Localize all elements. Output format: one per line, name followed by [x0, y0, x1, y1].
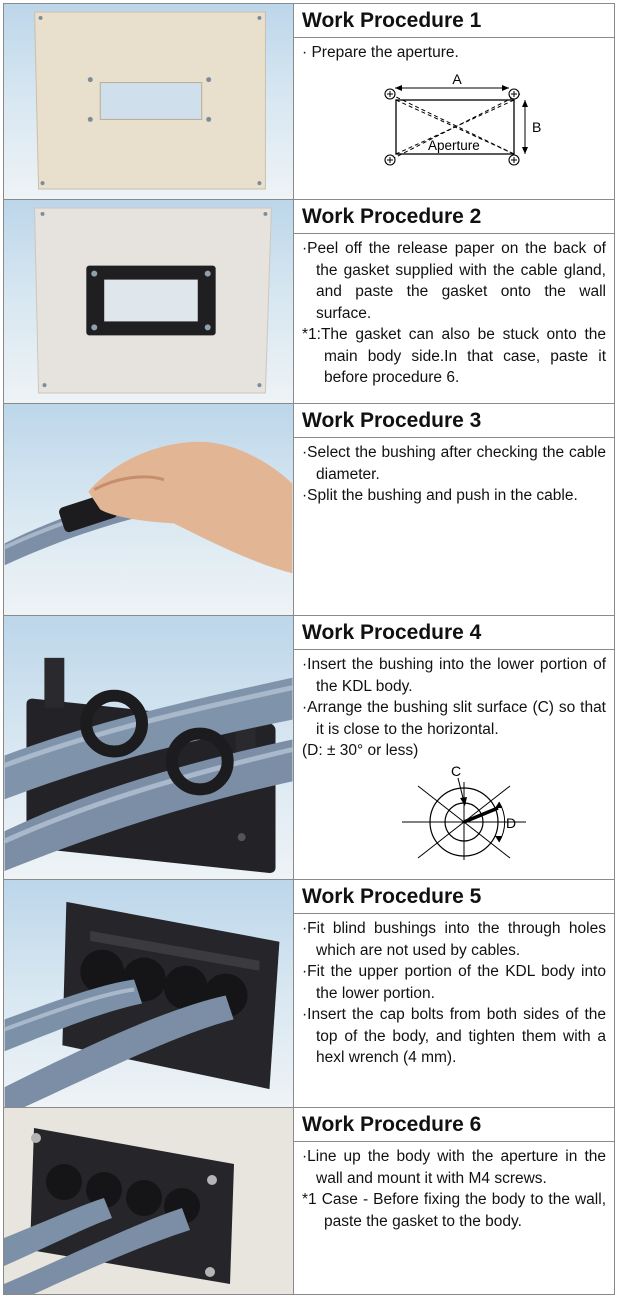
procedure-text: ·Fit blind bushings into the through holes which are not used by cables. [302, 920, 606, 959]
procedure-text: ·Line up the body with the aperture in the wall and mount it with M4 screws. [302, 1148, 606, 1187]
photo-assembled-body [4, 880, 294, 1107]
photo-mounted-body [4, 1108, 294, 1294]
procedure-title: Work Procedure 6 [294, 1108, 614, 1142]
procedure-text: ·Peel off the release paper on the back of the gasket supplied with the cable gland, and paste the gasket onto the wall surface. [302, 240, 606, 322]
panel-with-aperture-image [4, 4, 293, 199]
procedure-text: ·Split the bushing and push in the cable. [302, 487, 578, 504]
procedure-title: Work Procedure 5 [294, 880, 614, 914]
photo-aperture-panel [4, 4, 294, 199]
angle-label-d: D [506, 814, 517, 831]
procedure-title: Work Procedure 3 [294, 404, 614, 438]
photo-lower-body [4, 616, 294, 879]
procedure-row-4 [4, 616, 614, 880]
procedure-row-5 [4, 880, 614, 1108]
procedure-text: (D: ± 30° or less) [302, 742, 419, 759]
dimension-label-a: A [452, 70, 462, 87]
procedure-text: · Prepare the aperture. [302, 44, 459, 61]
procedure-row-2 [4, 200, 614, 404]
aperture-label: Aperture [428, 137, 480, 153]
aperture-dimension-diagram [294, 64, 614, 174]
procedure-row-1 [4, 4, 614, 200]
procedure-row-3 [4, 404, 614, 616]
photo-hand-bushing [4, 404, 294, 615]
procedure-text: ·Arrange the bushing slit surface (C) so that it is close to the horizontal. [302, 699, 606, 738]
procedure-title: Work Procedure 4 [294, 616, 614, 650]
panel-with-gasket-image [4, 200, 293, 403]
procedure-note: *1:The gasket can also be stuck onto the main body side.In that case, paste it before procedure 6. [302, 326, 606, 386]
procedure-text: ·Select the bushing after checking the cable diameter. [302, 444, 606, 483]
cables-in-lower-body-image [4, 616, 293, 879]
procedure-row-6 [4, 1108, 614, 1294]
bushing-slit-diagram [294, 762, 614, 862]
dimension-label-b: B [532, 118, 542, 135]
procedure-text: ·Fit the upper portion of the KDL body into the lower portion. [302, 963, 606, 1002]
procedure-note: *1 Case - Before fixing the body to the wall, paste the gasket to the body. [302, 1191, 606, 1230]
procedure-table [3, 3, 615, 1295]
procedure-title: Work Procedure 1 [294, 4, 614, 38]
slit-label-c: C [451, 762, 462, 779]
mounted-kdl-body-image [4, 1108, 293, 1294]
procedure-text: ·Insert the bushing into the lower portion of the KDL body. [302, 656, 606, 695]
hand-pushing-cable-image [4, 404, 293, 615]
procedure-text: ·Insert the cap bolts from both sides of the top of the body, and tighten them with a hexl wrench (4 mm). [302, 1006, 606, 1066]
photo-gasket-panel [4, 200, 294, 403]
assembled-kdl-body-image [4, 880, 293, 1107]
procedure-title: Work Procedure 2 [294, 200, 614, 234]
